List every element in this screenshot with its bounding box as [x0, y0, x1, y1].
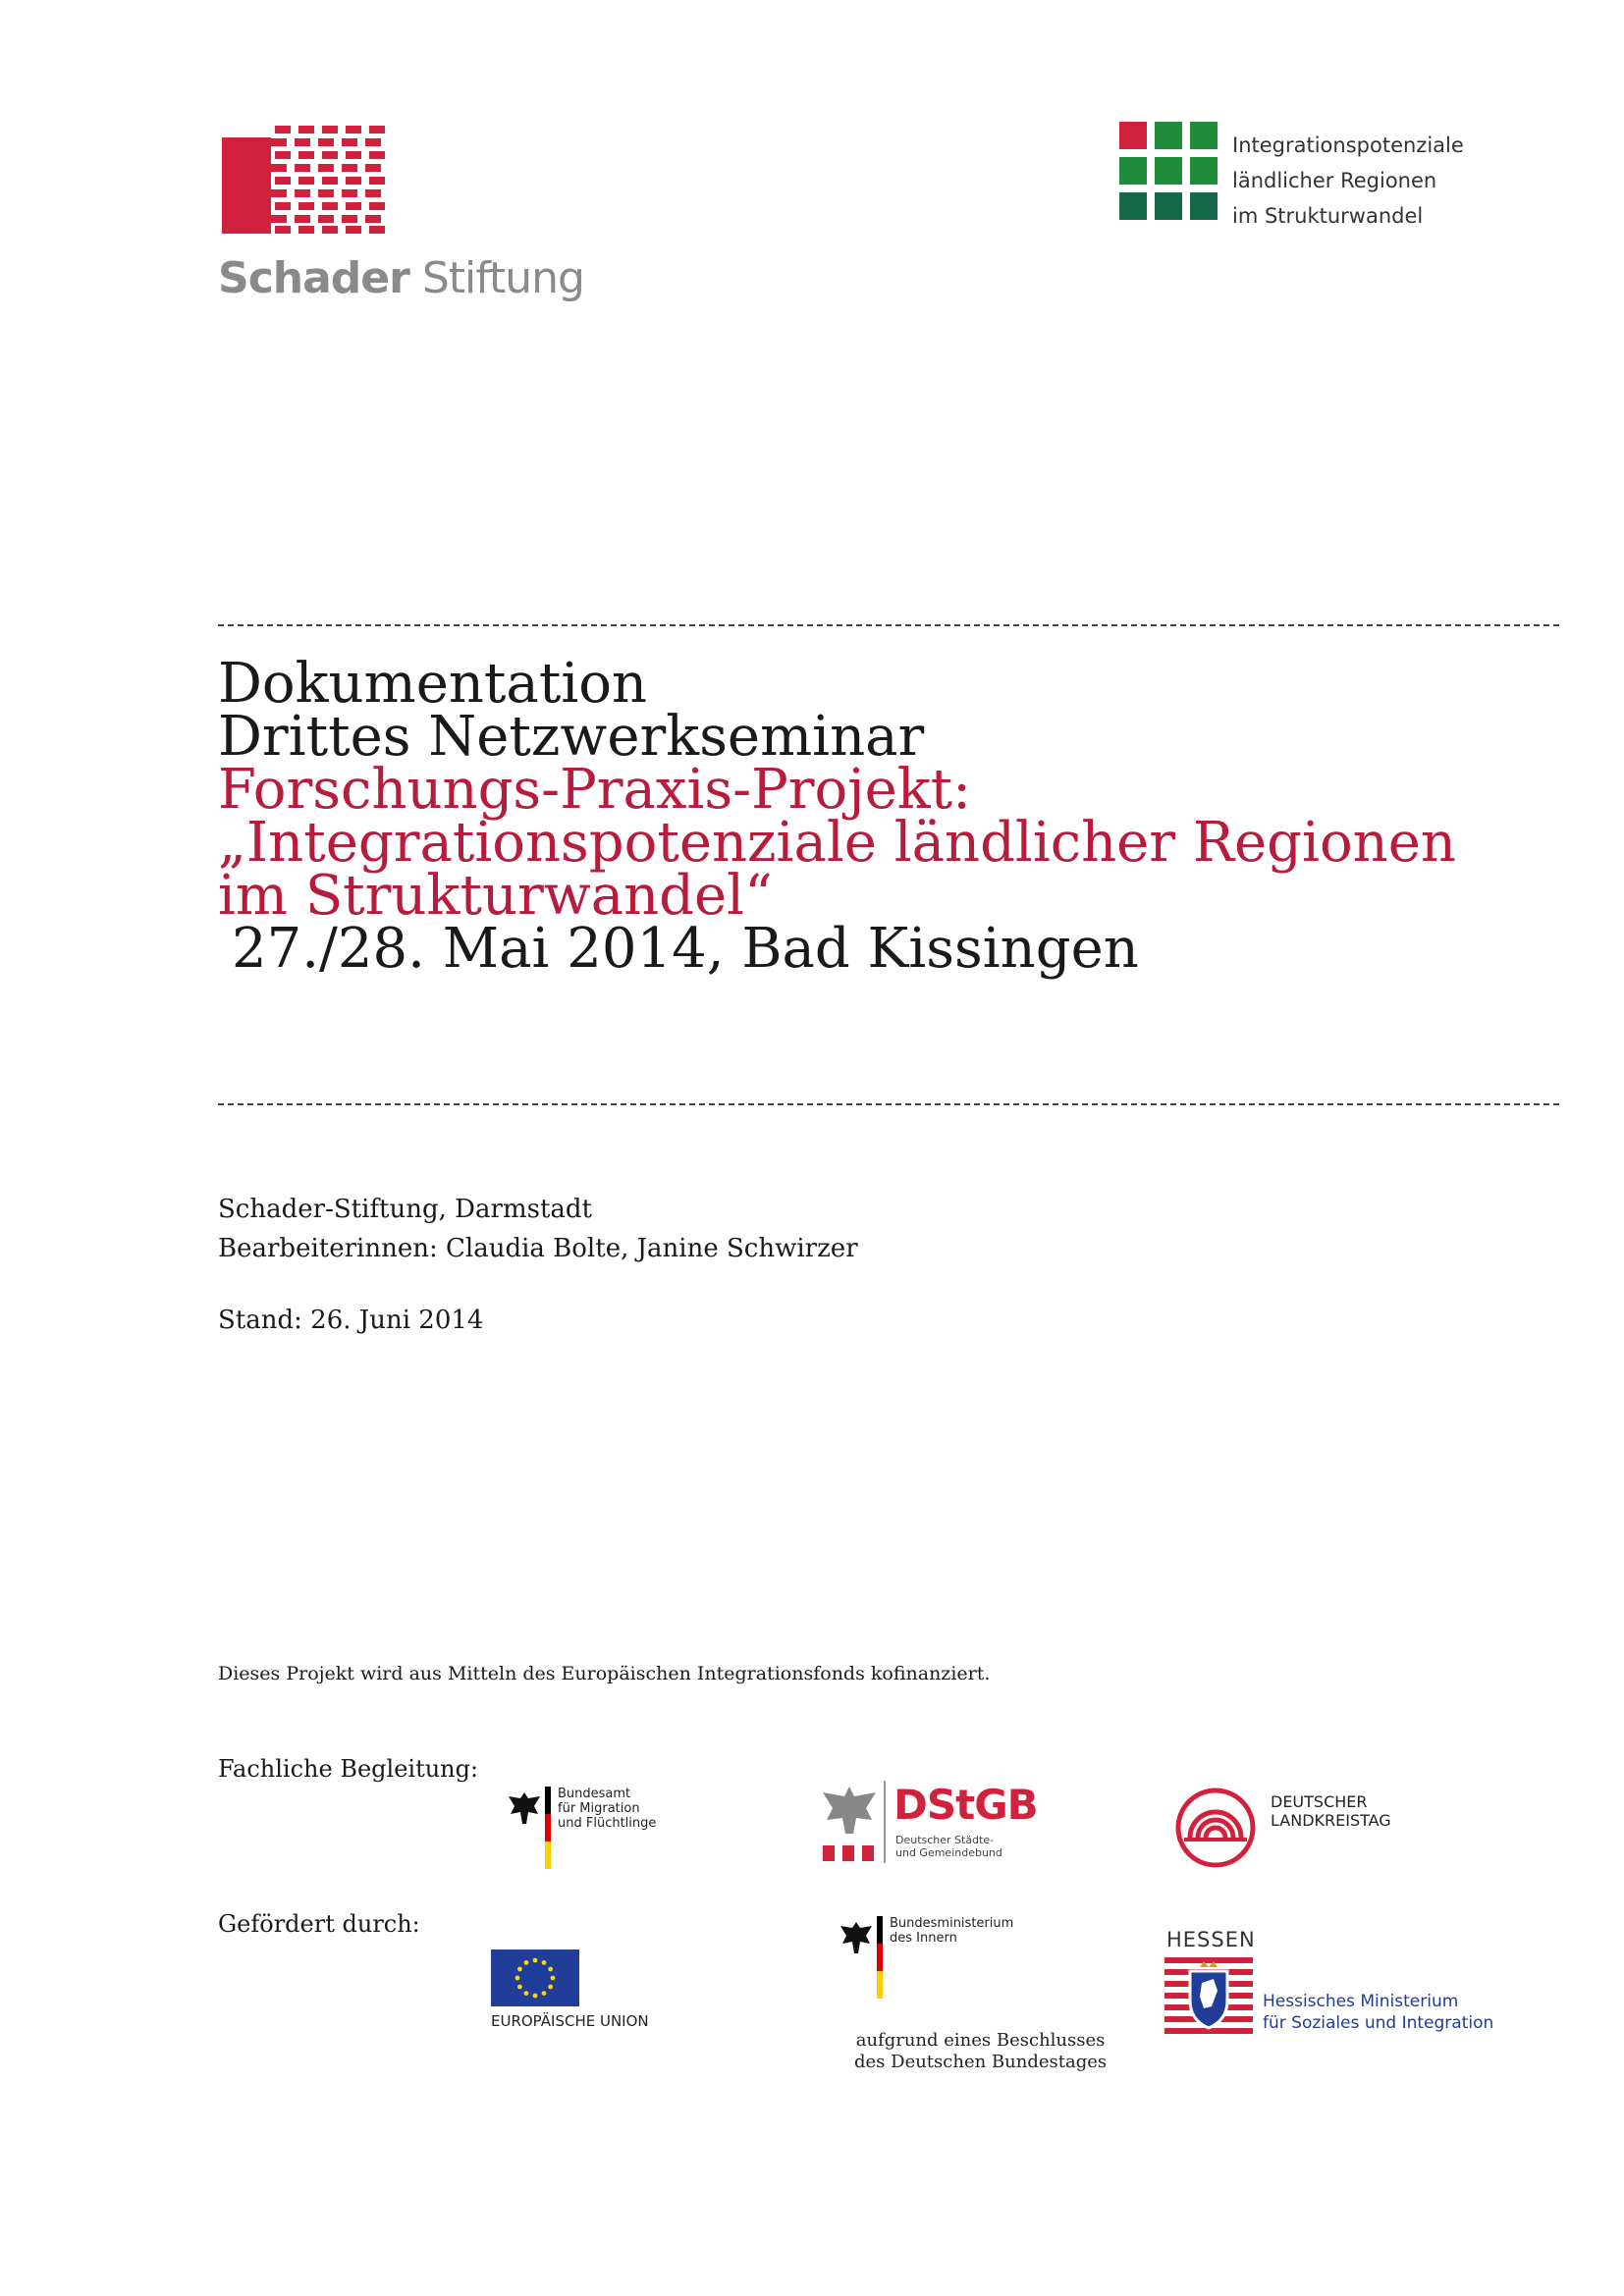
eu-label: EUROPÄISCHE UNION — [491, 2012, 649, 2030]
title-block — [218, 652, 1573, 981]
eu-logo — [491, 1949, 687, 2038]
dstgb-line: und Gemeindebund — [895, 1846, 1002, 1859]
bmi-note: aufgrund eines Beschlusses — [855, 2030, 1106, 2051]
dstgb-logo — [817, 1781, 1043, 1873]
title-project-name-1: „Integrationspotenziale ländlicher Regionen — [218, 811, 1456, 875]
title-date-location: 27./28. Mai 2014, Bad Kissingen — [232, 917, 1139, 981]
institution: Schader-Stiftung, Darmstadt — [218, 1195, 592, 1224]
flag-stripe-icon — [545, 1787, 551, 1869]
schader-logo-wordmark: Schader Stiftung — [218, 253, 584, 303]
flag-stripe-icon — [877, 1916, 883, 1999]
project-logo — [1119, 122, 1512, 230]
schader-stiftung-logo — [218, 126, 584, 312]
fachliche-begleitung-label: Fachliche Begleitung: — [218, 1755, 479, 1783]
authors: Bearbeiterinnen: Claudia Bolte, Janine Schwirzer — [218, 1234, 858, 1263]
hessen-head: HESSEN — [1166, 1928, 1256, 1951]
status-date: Stand: 26. Juni 2014 — [218, 1306, 484, 1335]
bmi-note: des Deutschen Bundestages — [854, 2052, 1108, 2072]
schader-checker-icon — [222, 126, 399, 234]
landkreistag-arc-icon — [1174, 1787, 1257, 1869]
eu-flag-icon — [491, 1949, 579, 2006]
cofinance-note: Dieses Projekt wird aus Mitteln des Europäischen Integrationsfonds kofinanziert. — [218, 1663, 991, 1684]
meta-info — [218, 1190, 858, 1268]
bamf-line: und Flüchtlinge — [558, 1816, 657, 1831]
hessen-line: für Soziales und Integration — [1263, 2013, 1494, 2033]
dstgb-abbr: DStGB — [893, 1781, 1038, 1829]
project-grid-icon — [1119, 122, 1227, 226]
title-dokumentation: Dokumentation — [218, 652, 648, 716]
dstgb-eagle-icon — [817, 1785, 882, 1867]
bamf-line: Bundesamt — [558, 1787, 631, 1801]
landkreistag-line: DEUTSCHER — [1271, 1792, 1368, 1811]
project-logo-line: ländlicher Regionen — [1232, 169, 1437, 192]
project-logo-line: im Strukturwandel — [1232, 204, 1424, 228]
federal-eagle-icon — [837, 1918, 876, 1961]
project-logo-line: Integrationspotenziale — [1232, 133, 1464, 157]
federal-eagle-icon — [505, 1789, 544, 1832]
landkreistag-logo — [1174, 1783, 1410, 1873]
title-seminar: Drittes Netzwerkseminar — [218, 705, 925, 769]
bamf-logo — [501, 1783, 697, 1873]
bottom-dashed-divider — [218, 1103, 1559, 1105]
project-logo-text — [1232, 128, 1464, 234]
hessen-line: Hessisches Ministerium — [1263, 1992, 1459, 2011]
title-project-label: Forschungs-Praxis-Projekt: — [218, 758, 972, 822]
hessen-logo — [1164, 1928, 1518, 2046]
hessen-lion-crest-icon — [1164, 1957, 1253, 2036]
top-dashed-divider — [218, 624, 1559, 626]
bmi-line: des Innern — [890, 1931, 957, 1946]
bamf-line: für Migration — [558, 1801, 640, 1816]
bmi-logo — [837, 1914, 1108, 2072]
title-project-name-2: im Strukturwandel“ — [218, 864, 773, 928]
dstgb-line: Deutscher Städte- — [895, 1834, 995, 1846]
gefoerdert-durch-label: Gefördert durch: — [218, 1910, 420, 1938]
bmi-line: Bundesministerium — [890, 1916, 1014, 1931]
landkreistag-line: LANDKREISTAG — [1271, 1811, 1391, 1830]
